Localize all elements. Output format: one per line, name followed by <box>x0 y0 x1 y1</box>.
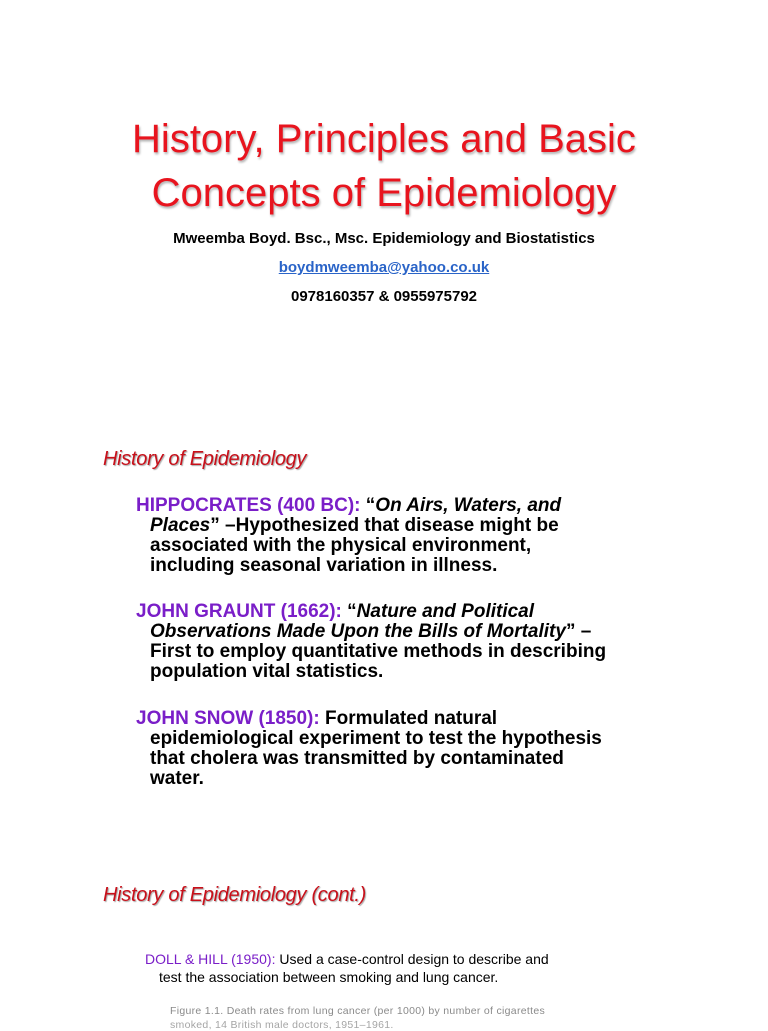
entry-description: Hypothesized that disease might be <box>235 515 559 536</box>
entry-line <box>136 709 661 729</box>
entry-description: test the association between smoking and lung cancer. <box>159 969 499 985</box>
open-quote: “ <box>360 495 376 516</box>
open-quote: “ <box>341 601 357 622</box>
entry-line <box>145 950 625 968</box>
work-title: Nature and Political <box>356 601 535 622</box>
entry-name: JOHN SNOW (1850): <box>136 708 320 729</box>
figure-caption <box>170 1005 600 1031</box>
entry-graunt <box>136 602 661 682</box>
entry-snow <box>136 709 661 789</box>
entry-description: Formulated natural <box>319 708 498 729</box>
entry-description: First to employ quantitative methods in describing <box>150 641 607 662</box>
history-cont-heading: History of Epidemiology (cont.) <box>103 884 367 906</box>
entry-description: water. <box>150 768 204 789</box>
entry-description: including seasonal variation in illness. <box>150 555 498 576</box>
entry-name: DOLL & HILL (1950): <box>145 951 276 967</box>
title-line-1: History, Principles and Basic <box>132 117 636 161</box>
entry-line <box>136 622 661 642</box>
work-title: Observations Made Upon the Bills of Mortality <box>150 621 566 642</box>
entry-name: JOHN GRAUNT (1662): <box>136 601 342 622</box>
work-title: Places <box>150 515 211 536</box>
entry-line <box>136 602 661 622</box>
entry-line <box>136 516 661 536</box>
figure-caption-text: Figure 1.1. Death rates from lung cancer (per 1000) by number of cigarettes <box>170 1005 546 1017</box>
entry-name: HIPPOCRATES (400 BC): <box>136 495 361 516</box>
entry-description: population vital statistics. <box>150 661 384 682</box>
entry-hippocrates <box>136 496 661 576</box>
work-title: On Airs, Waters, and <box>375 495 562 516</box>
figure-caption-continued: smoked, 14 British male doctors, 1951–1961. <box>170 1019 394 1031</box>
title-slide <box>0 0 768 410</box>
entry-line <box>136 496 661 516</box>
author-phone: 0978160357 & 0955975792 <box>290 288 477 305</box>
author-credentials: Mweemba Boyd. Bsc., Msc. Epidemiology and Biostatistics <box>173 230 595 247</box>
close-quote: ” – <box>210 515 236 536</box>
entry-description: that cholera was transmitted by contaminated <box>150 748 564 769</box>
title-line-2: Concepts of Epidemiology <box>151 171 617 215</box>
history-heading: History of Epidemiology <box>103 448 307 470</box>
close-quote: ” – <box>565 621 592 642</box>
author-email-link[interactable]: boydmweemba@yahoo.co.uk <box>278 259 490 276</box>
entry-description: Used a case-control design to describe and <box>275 951 549 967</box>
entry-description: epidemiological experiment to test the hypothesis <box>150 728 602 749</box>
entry-doll-hill <box>145 950 625 986</box>
entry-description: associated with the physical environment, <box>150 535 532 556</box>
document-title <box>0 112 768 220</box>
